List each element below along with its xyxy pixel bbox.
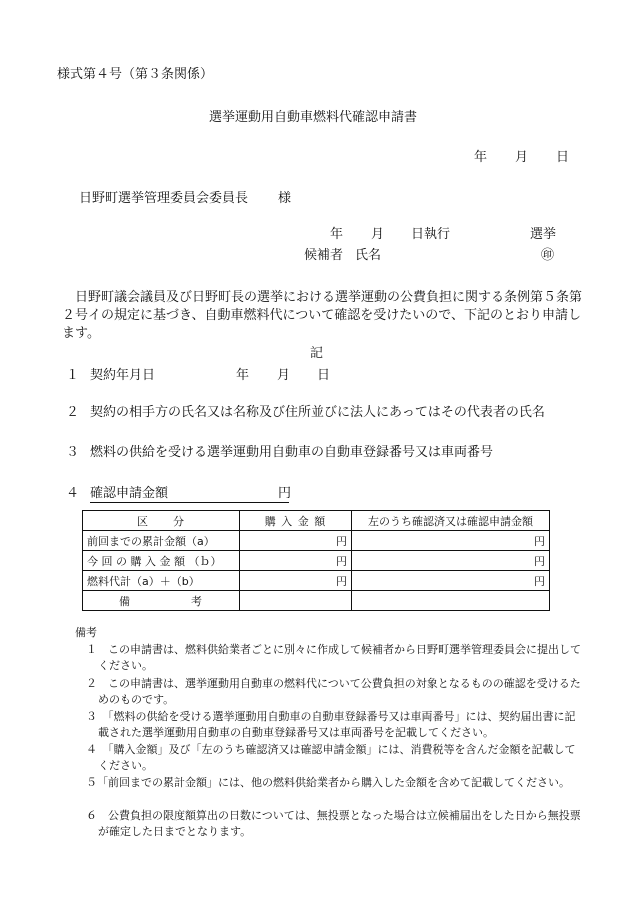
cell-remarks[interactable] [352,591,550,611]
body-text: 日野町議会議員及び日野町長の選挙における選挙運動の公費負担に関する条例第５条第２号イの規定に基づき、自動車燃料代について確認を受けたいので、下記のとおり申請します。 [62,290,583,341]
table-row [83,591,550,611]
note-6: ６ 公費負担の限度額算出の日数については、無投票となった場合は立候補届出をした日から無投票が確定した日までとなります。 [86,809,581,838]
item-1-month: 月 [277,368,291,383]
election-month: 月 [371,227,385,242]
election-label: 選挙 [530,227,557,242]
header-category: 区 分 [83,511,240,531]
row-label: 燃料代計（a）＋（b） [83,571,240,591]
row-label: 今 回 の 購 入 金 額 （ｂ） [83,551,240,571]
table-row [83,551,550,571]
candidate-label: 候補者 [304,248,344,263]
election-held: 日執行 [411,227,451,242]
cell-purchase[interactable]: 円 [240,571,352,591]
ki-heading: 記 [310,346,324,361]
header-purchase-amount: 購 入 金 額 [240,511,352,531]
item-1-number: １ [66,368,80,383]
item-4-number: ４ [66,486,80,501]
note-5: ５「前回までの累計金額」には、他の燃料供給業者から購入した金額を含めて記載してください。 [86,776,570,789]
seal-mark: ㊞ [541,248,555,263]
cell-purchase[interactable]: 円 [240,551,352,571]
item-4-label: 確認申請金額 [90,486,169,501]
item-3-label: 燃料の供給を受ける選挙運動用自動車の自動車登録番号又は車両番号 [90,445,494,460]
cell-purchase[interactable]: 円 [240,531,352,551]
form-number: 様式第４号（第３条関係） [57,67,214,82]
election-year: 年 [330,227,344,242]
header-confirmed-amount: 左のうち確認済又は確認申請金額 [352,511,550,531]
item-4-unit: 円 [278,486,292,501]
item-3-number: ３ [66,445,80,460]
date-month: 月 [515,150,529,165]
candidate-name-label: 氏名 [355,248,382,263]
fuel-amount-table [82,510,550,611]
item-1-day: 日 [317,368,331,383]
addressee-name: 日野町選挙管理委員会委員長 [79,191,249,206]
item-1-year: 年 [236,368,250,383]
cell-confirmed[interactable]: 円 [352,571,550,591]
note-4: ４ 「購入金額」及び「左のうち確認済又は確認申請金額」には、消費税等を含んだ金額を記載してください。 [86,743,576,772]
addressee-honorific: 様 [278,191,292,206]
notes-title: 備考 [75,626,97,639]
item-1-label: 契約年月日 [90,368,156,383]
row-label: 前回までの累計金額（a） [83,531,240,551]
note-2: ２ この申請書は、選挙運動用自動車の燃料代について公費負担の対象となるものの確認を受けるためのものです。 [86,677,581,706]
item-2-label: 契約の相手方の氏名又は名称及び住所並びに法人にあってはその代表者の氏名 [90,405,545,420]
table-header-row [83,511,550,531]
item-4-amount-field [90,486,292,503]
date-day: 日 [556,150,570,165]
table-row [83,571,550,591]
row-label: 備 考 [83,591,240,611]
note-1: １ この申請書は、燃料供給業者ごとに別々に作成して候補者から日野町選挙管理委員会に提出してください。 [86,643,581,672]
date-year: 年 [474,150,488,165]
item-2-number: ２ [66,405,80,420]
cell-confirmed[interactable]: 円 [352,551,550,571]
cell-remarks[interactable] [240,591,352,611]
note-3: ３ 「燃料の供給を受ける選挙運動用自動車の自動車登録番号又は車両番号」には、契約届出書に記載された選挙運動用自動車の自動車登録番号又は車両番号を記載してください。 [86,710,576,739]
document-title: 選挙運動用自動車燃料代確認申請書 [209,110,418,125]
cell-confirmed[interactable]: 円 [352,531,550,551]
table-row [83,531,550,551]
